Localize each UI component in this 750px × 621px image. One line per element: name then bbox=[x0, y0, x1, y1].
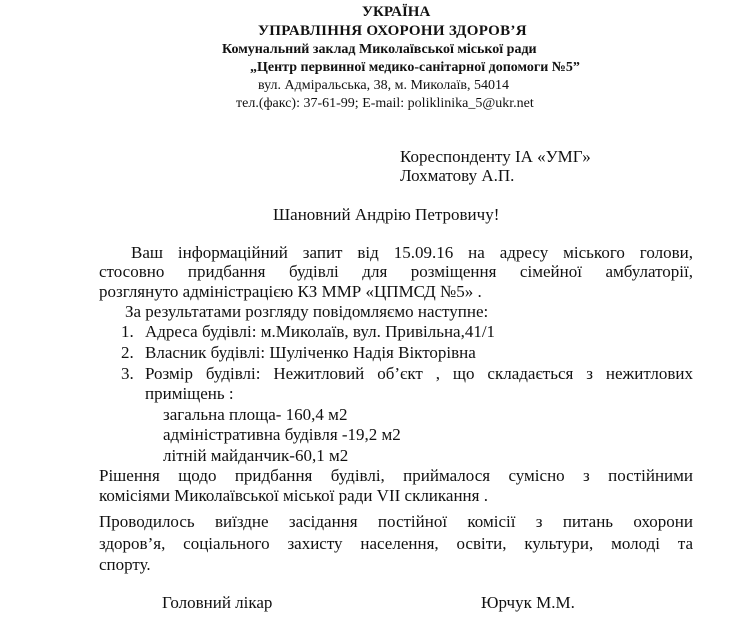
area-administrative: адміністративна будівля -19,2 м2 bbox=[163, 425, 401, 444]
intro-line-1: Ваш інформаційний запит від 15.09.16 на адресу міського голови, bbox=[131, 243, 693, 262]
intro-line-2: стосовно придбання будівлі для розміщення сімейної амбулаторії, bbox=[99, 262, 693, 281]
list-item-text: Власник будівлі: Шуліченко Надія Вікторівна bbox=[145, 343, 476, 362]
letterhead-center-name: „Центр первинної медико-санітарної допомоги №5” bbox=[250, 60, 580, 75]
signature-name: Юрчук М.М. bbox=[481, 593, 575, 612]
letterhead-address: вул. Адміральська, 38, м. Миколаїв, 54014 bbox=[258, 78, 510, 93]
recipient-line-1: Кореспонденту ІА «УМГ» bbox=[400, 147, 591, 166]
meeting-line-1: Проводилось виїздне засідання постійної комісії з питань охорони bbox=[99, 512, 693, 531]
list-item-number: 1. bbox=[121, 322, 134, 341]
recipient-line-2: Лохматову А.П. bbox=[400, 166, 515, 185]
letterhead-country: УКРАЇНА bbox=[362, 4, 431, 20]
area-total: загальна площа- 160,4 м2 bbox=[163, 405, 348, 424]
intro-line-3: розглянуто адміністрацією КЗ ММР «ЦПМСД №5» . bbox=[99, 282, 482, 301]
letterhead-department: УПРАВЛІННЯ ОХОРОНИ ЗДОРОВ’Я bbox=[258, 23, 527, 39]
meeting-line-2: здоров’я, соціального захисту населення, освіти, культури, молоді та bbox=[99, 534, 693, 553]
results-intro: За результатами розгляду повідомляємо наступне: bbox=[125, 302, 489, 321]
letterhead-contacts: тел.(факс): 37-61-99; E-mail: poliklinika_5@ukr.net bbox=[236, 96, 534, 111]
list-item-text: Адреса будівлі: м.Миколаїв, вул. Привільна,41/1 bbox=[145, 322, 496, 341]
letterhead-institution: Комунальний заклад Миколаївської міської ради bbox=[222, 42, 537, 57]
list-item-number: 2. bbox=[121, 343, 134, 362]
signature-position: Головний лікар bbox=[162, 593, 273, 612]
salutation: Шановний Андрію Петровичу! bbox=[273, 205, 500, 224]
decision-line-2: комісіями Миколаївської міської ради VII скликання . bbox=[99, 486, 488, 505]
area-summer-site: літній майданчик-60,1 м2 bbox=[163, 446, 349, 465]
list-item-text: Розмір будівлі: Нежитловий об’єкт , що складається з нежитлових bbox=[145, 364, 693, 383]
list-item-continuation: приміщень : bbox=[145, 384, 234, 403]
list-item-number: 3. bbox=[121, 364, 134, 383]
meeting-line-3: спорту. bbox=[99, 555, 151, 574]
decision-line-1: Рішення щодо придбання будівлі, приймалося сумісно з постійними bbox=[99, 466, 693, 485]
